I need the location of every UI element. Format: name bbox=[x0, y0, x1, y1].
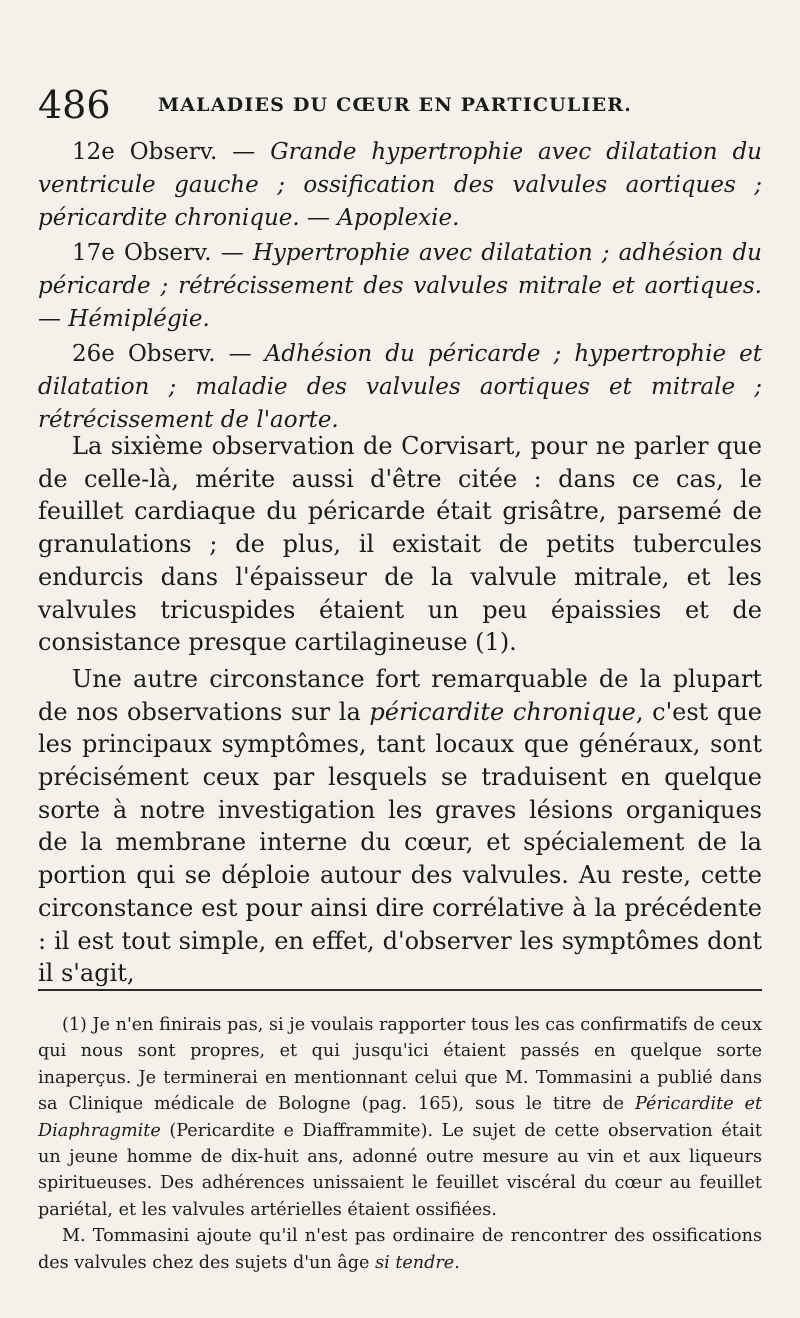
observation-list bbox=[38, 136, 762, 439]
observation-item bbox=[38, 136, 762, 235]
footnote-text: (Pericardite e Diafframmite). Le sujet de cette observation était un jeune homme de dix-huit ans, adonné outre mesure au vin et aux liqueurs spiritueuses. Des adhérences unissaient le feuillet viscéral du cœur au feuillet pariétal, et les valvules artérielles étaient ossifiées. bbox=[38, 1120, 762, 1220]
emphasis-text: si tendre bbox=[375, 1252, 455, 1273]
observation-item bbox=[38, 338, 762, 437]
observation-item bbox=[38, 237, 762, 336]
footnote-text: . bbox=[454, 1252, 460, 1273]
footnote-text: (1) Je n'en finirais pas, si je voulais rapporter tous les cas confirmatifs de ceux qui nous sont propres, et qui jusqu'ici étaient passés en quelque sorte inaperçus. Je terminerai en mentionnant celui que M. Tommasini a publié dans sa Clinique médicale de Bologne (pag. 165), sous le titre de bbox=[38, 1015, 762, 1115]
paragraph-text: Une autre circonstance fort remarquable de la plupart de nos observations sur la bbox=[38, 664, 762, 726]
page-header bbox=[38, 82, 762, 132]
observation-label: 12e Observ. — bbox=[72, 139, 256, 165]
observation-text: Grande hypertrophie avec dilatation du ventricule gauche ; ossification des valvules aortiques ; péricardite chronique. — Apoplexie. bbox=[38, 139, 762, 231]
observation-text: Hypertrophie avec dilatation ; adhésion du péricarde ; rétrécissement des valvules mitrale et aortiques. — Hémiplégie. bbox=[38, 240, 762, 332]
page-number: 486 bbox=[38, 83, 111, 127]
footnote-paragraph bbox=[38, 1223, 762, 1276]
observation-label: 26e Observ. — bbox=[72, 341, 252, 367]
observation-text: Adhésion du péricarde ; hypertrophie et dilatation ; maladie des valvules aortiques et mitrale ; rétrécissement de l'aorte. bbox=[38, 341, 762, 433]
paragraph-circonstance bbox=[38, 663, 762, 990]
running-title: MALADIES DU CŒUR EN PARTICULIER. bbox=[158, 94, 633, 116]
paragraph-text: , c'est que les principaux symptômes, tant locaux que généraux, sont précisément ceux par lesquels se traduisent en quelque sorte à notre investigation les graves lésions organiques de la membrane interne du cœur, et spécialement de la portion qui se déploie autour des valvules. Au reste, cette circonstance est pour ainsi dire corrélative à la précédente : il est tout simple, en effet, d'observer les symptômes dont il s'agit, bbox=[38, 697, 762, 988]
footnote-divider bbox=[38, 989, 762, 991]
body-text bbox=[38, 430, 762, 994]
emphasis-text: péricardite chronique bbox=[369, 697, 636, 726]
observation-label: 17e Observ. — bbox=[72, 240, 244, 266]
footnote bbox=[38, 1012, 762, 1276]
footnote-paragraph bbox=[38, 1012, 762, 1223]
paragraph-corvisart: La sixième observation de Corvisart, pour ne parler que de celle-là, mérite aussi d'être citée : dans ce cas, le feuillet cardiaque du péricarde était grisâtre, parsemé de granulations ; de plus, il existait de petits tubercules endurcis dans l'épaisseur de la valvule mitrale, et les valvules tricuspides étaient un peu épaissies et de consistance presque cartilagineuse (1). bbox=[38, 432, 762, 657]
emphasis-text: Péricardite et Diaphragmite bbox=[38, 1094, 763, 1141]
footnote-text: M. Tommasini ajoute qu'il n'est pas ordinaire de rencontrer des ossifications des valvules chez des sujets d'un âge bbox=[38, 1226, 762, 1273]
